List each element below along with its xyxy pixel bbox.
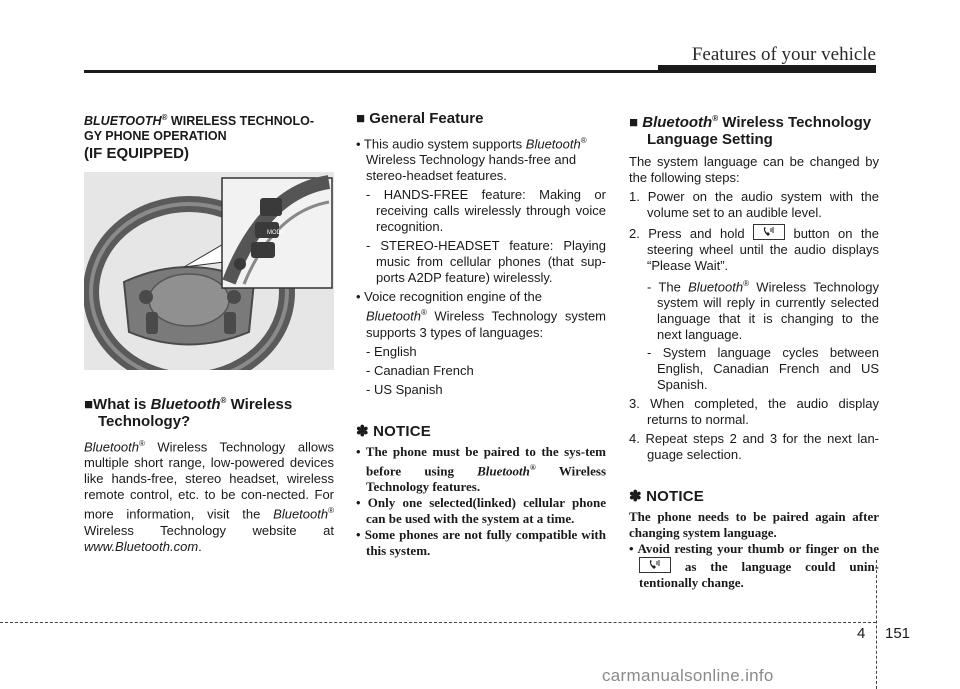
- step-2: [629, 224, 879, 274]
- step-1: 1. Power on the audio system with the volume set to an audible level.: [629, 189, 879, 220]
- language-english: - English: [366, 343, 417, 359]
- column-1: [84, 110, 334, 555]
- step-2-rest: button on the steering wheel until the audio displays “Please Wait”.: [647, 226, 879, 273]
- language-canadian-french: - Canadian French: [366, 362, 474, 378]
- brand-text: Bluetooth: [366, 308, 421, 324]
- bluetooth-description: [84, 436, 334, 555]
- heading-rest: Wireless: [226, 396, 293, 414]
- reg-mark: ®: [580, 136, 587, 145]
- stereo-headset-item: - STEREO-HEADSET feature: Playing music from cellular phones (that sup-ports A2DP feature) wirelessly.: [366, 238, 606, 286]
- bullet-rest: Wireless Technology system supports 3 types of languages:: [366, 308, 606, 340]
- bullet-text: • This audio system supports: [356, 136, 526, 152]
- header-title: Features of your vehicle: [691, 44, 876, 65]
- language-setting-heading: [629, 110, 879, 148]
- notice-heading: ✽ NOTICE: [629, 488, 705, 506]
- para-text: Wireless Technology website at: [84, 522, 334, 538]
- brand-text: Bluetooth: [642, 114, 713, 131]
- bullet-text-line2: Wireless Technology hands-free and stereo-headset features.: [366, 152, 577, 184]
- step-2-sub-1: [629, 276, 879, 343]
- reg-mark: ®: [420, 308, 427, 318]
- section-title: [84, 110, 334, 144]
- heading-rest: Wireless Technology: [718, 114, 872, 131]
- brand-text: Bluetooth: [525, 136, 581, 152]
- if-equipped-label: (IF EQUIPPED): [84, 145, 190, 163]
- step-4: 4. Repeat steps 2 and 3 for the next lan-guage selection.: [629, 431, 879, 463]
- section-title-rest: WIRELESS TECHNOLO-: [167, 114, 314, 129]
- brand-text: Bluetooth: [84, 439, 139, 455]
- para-end: .: [198, 538, 202, 554]
- reg-mark: ®: [138, 439, 145, 449]
- notice-item-1: [629, 541, 879, 591]
- what-is-heading: [84, 392, 334, 430]
- feature-bullet-2: [356, 289, 606, 340]
- sub-text-rest: Wireless Technology system will reply in currently selected language that it is changing to the next language.: [657, 279, 879, 343]
- notice-item-1: [356, 444, 606, 495]
- column-3: [629, 110, 879, 591]
- brand-text: BLUETOOTH: [84, 114, 162, 129]
- heading-prefix: ■What is: [84, 396, 151, 414]
- column-2: [356, 110, 606, 559]
- notice-heading: ✽ NOTICE: [356, 422, 432, 440]
- chapter-number: 4: [857, 625, 866, 642]
- heading-prefix: ■: [629, 114, 643, 131]
- phone-button-icon: [753, 224, 785, 240]
- watermark-text: carmanualsonline.info: [602, 666, 774, 685]
- steering-wheel-illustration: [84, 172, 334, 370]
- language-intro: The system language can be changed by the following steps:: [629, 154, 879, 185]
- reg-mark: ®: [220, 396, 227, 406]
- reg-mark: ®: [529, 462, 536, 472]
- notice-text-rest: as the language could unin-tentionally change.: [639, 559, 879, 591]
- step-2-text: 2. Press and hold: [629, 226, 754, 241]
- reg-mark: ®: [328, 506, 334, 516]
- brand-text: Bluetooth: [273, 506, 329, 522]
- heading-line2: Technology?: [98, 413, 191, 431]
- reg-mark: ®: [712, 114, 719, 123]
- notice-text: • The phone must be paired to the sys-tem before using: [356, 443, 606, 478]
- sub-text: - The: [647, 279, 689, 295]
- notice-body: [629, 509, 879, 591]
- handsfree-item: - HANDS-FREE feature: Making or receiving calls wirelessly through voice recognition.: [366, 187, 606, 235]
- notice-item-3: • Some phones are not fully compatible with this system.: [356, 526, 606, 558]
- heading-line2: Language Setting: [647, 131, 773, 148]
- notice-body: [356, 444, 606, 559]
- section-title-line2: GY PHONE OPERATION: [84, 129, 227, 144]
- notice-item-2: • Only one selected(linked) cellular phone can be used with the system at a time.: [356, 494, 606, 526]
- notice-intro: The phone needs to be paired again after changing system language.: [629, 509, 879, 541]
- steering-wheel-figure: [84, 172, 334, 370]
- bullet-text: • Voice recognition engine of the: [356, 289, 542, 305]
- footer-rule: [0, 622, 876, 623]
- notice-text-rest: Wireless Technology features.: [366, 462, 607, 494]
- notice-text: • Avoid resting your thumb or finger on the: [629, 541, 879, 557]
- phone-button-icon: [639, 557, 671, 573]
- step-2-sub-2: - System language cycles between English, Canadian French and US Spanish.: [647, 345, 879, 393]
- brand-text: Bluetooth: [150, 396, 221, 414]
- step-3: 3. When completed, the audio display returns to normal.: [629, 396, 879, 428]
- footer-divider: [876, 560, 877, 689]
- brand-text: Bluetooth: [688, 279, 744, 295]
- page-number: 151: [885, 625, 911, 642]
- brand-text: Bluetooth: [477, 462, 530, 478]
- bluetooth-url: www.Bluetooth.com: [84, 538, 199, 554]
- reg-mark: ®: [161, 113, 168, 122]
- reg-mark: ®: [743, 279, 749, 288]
- language-us-spanish: - US Spanish: [366, 381, 443, 397]
- mode-button-label: MODE: [267, 230, 285, 237]
- general-feature-heading: ■ General Feature: [356, 110, 484, 127]
- feature-bullet-1: [356, 133, 606, 184]
- para-text: Wireless Technology allows multiple short range, low-powered devices like hands-free, stereo headset, wireless remote control, etc. to be con-nected. For more information, visit the: [84, 439, 334, 522]
- header-rule: [84, 70, 876, 73]
